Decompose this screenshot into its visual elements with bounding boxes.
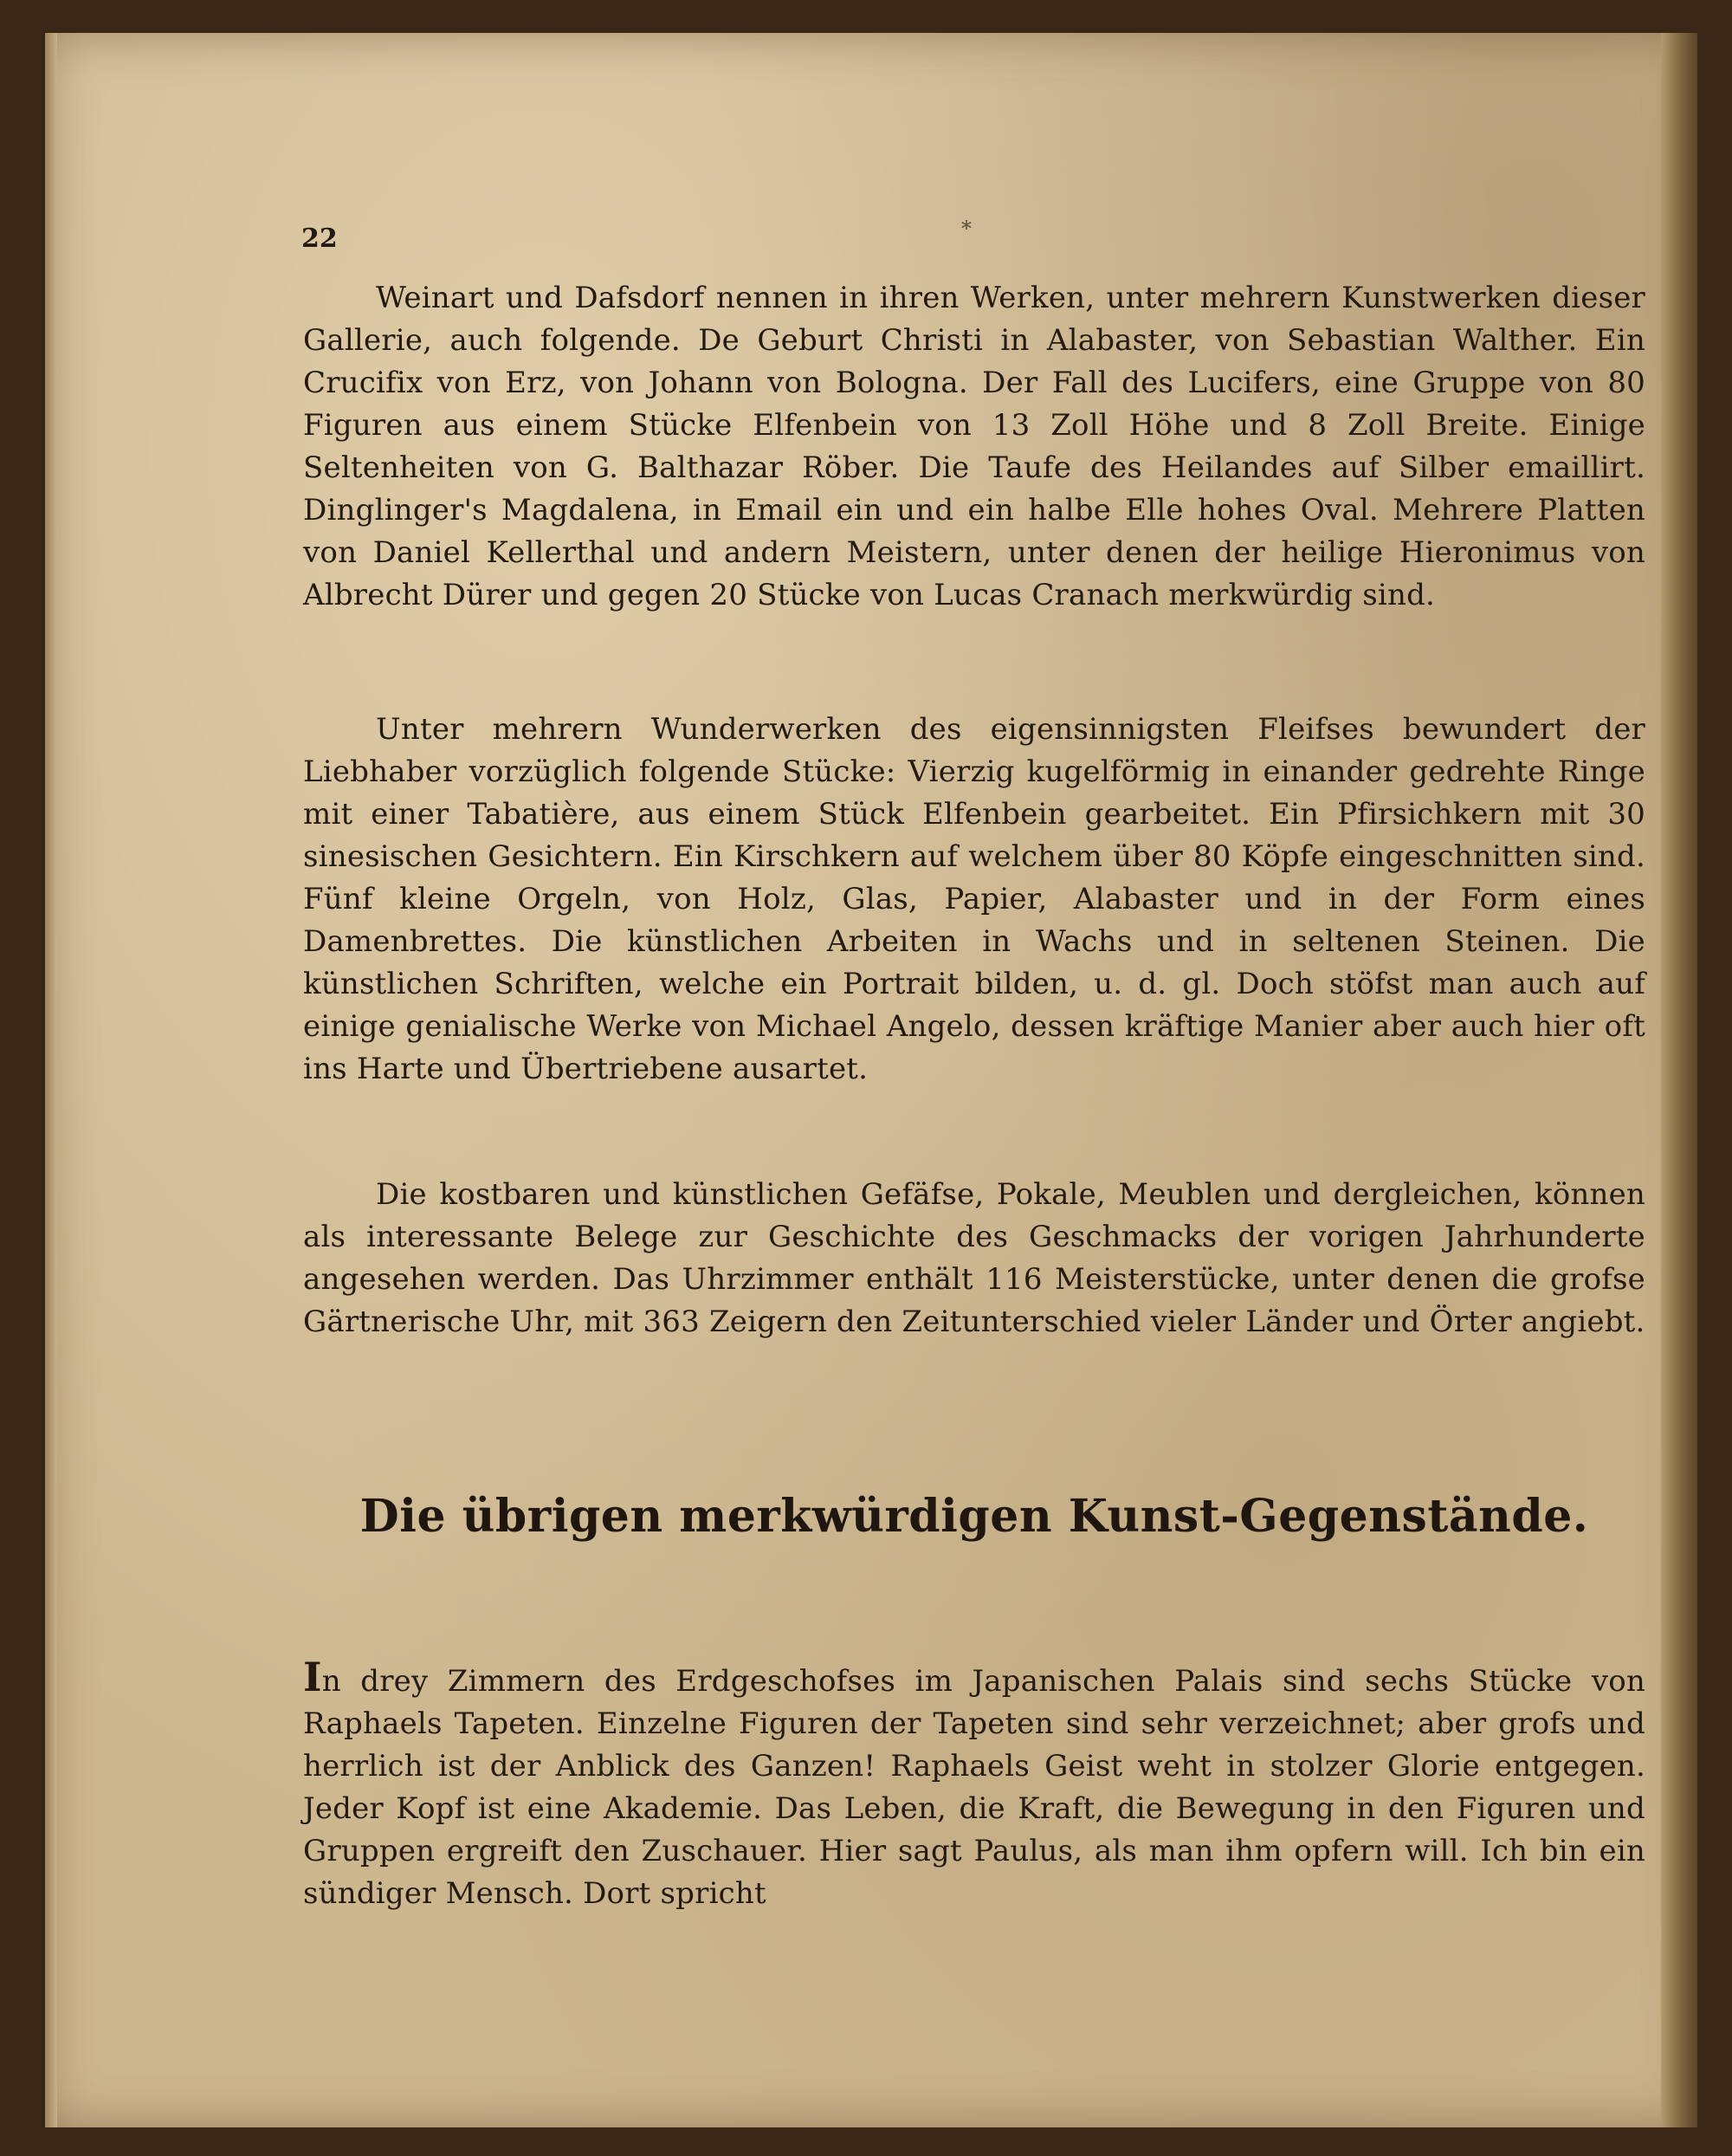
paragraph-4-text: n drey Zimmern des Erdgeschofses im Japanischen Palais sind sechs Stücke von Raphaels Tapeten. Einzelne Figuren der Tapeten sind sehr verzeichnet; aber grofs und herrlich ist der Anblick des Ganzen! Raphaels Geist weht in stolzer Glorie entgegen. Jeder Kopf ist eine Akademie. Das Leben, die Kraft, die Bewegung in den Figuren und Gruppen ergreift den Zuschauer. Hier sagt Paulus, als man ihm opfern will. Ich bin ein sündiger Mensch. Dort spricht [303,1664,1645,1911]
initial-letter: I [303,1654,322,1700]
section-heading: Die übrigen merkwürdigen Kunst-Gegenstände. [359,1490,1589,1543]
show-through-mark: * [961,217,972,241]
paragraph-3: Die kostbaren und künstlichen Gefäfse, Pokale, Meublen und dergleichen, können als interessante Belege zur Geschichte des Geschmacks der vorigen Jahrhunderte angesehen werden. Das Uhrzimmer enthält 116 Meisterstücke, unter denen die grofse Gärtnerische Uhr, mit 363 Zeigern den Zeitunterschied vieler Länder und Örter angiebt. [303,1177,1645,1339]
paragraph-2: Unter mehrern Wunderwerken des eigensinnigsten Fleifses bewundert der Liebhaber vorzüglich folgende Stücke: Vierzig kugelförmig in einander gedrehte Ringe mit einer Tabatière, aus einem Stück Elfenbein gearbeitet. Ein Pfirsichkern mit 30 sinesischen Gesichtern. Ein Kirschkern auf welchem über 80 Köpfe eingeschnitten sind. Fünf kleine Orgeln, von Holz, Glas, Papier, Alabaster und in der Form eines Damenbrettes. Die künstlichen Arbeiten in Wachs und in seltenen Steinen. Die künstlichen Schriften, welche ein Portrait bilden, u. d. gl. Doch stöfst man auch auf einige genialische Werke von Michael Angelo, dessen kräftige Manier aber auch hier oft ins Harte und Übertriebene ausartet. [303,712,1645,1086]
paragraph-1: Weinart und Dafsdorf nennen in ihren Werken, unter mehrern Kunstwerken dieser Gallerie, auch folgende. De Geburt Christi in Alabaster, von Sebastian Walther. Ein Crucifix von Erz, von Johann von Bologna. Der Fall des Lucifers, eine Gruppe von 80 Figuren aus einem Stücke Elfenbein von 13 Zoll Höhe und 8 Zoll Breite. Einige Seltenheiten von G. Balthazar Röber. Die Taufe des Heilandes auf Silber emaillirt. Dinglinger's Magdalena, in Email ein und ein halbe Elle hohes Oval. Mehrere Platten von Daniel Kellerthal und andern Meistern, unter denen der heilige Hieronimus von Albrecht Dürer und gegen 20 Stücke von Lucas Cranach merkwürdig sind. [303,281,1645,612]
page-number: 22 [301,223,338,254]
page-right-edge [1661,33,1697,2127]
paragraph-4 [303,1654,1645,1915]
page-left-edge [45,33,57,2127]
